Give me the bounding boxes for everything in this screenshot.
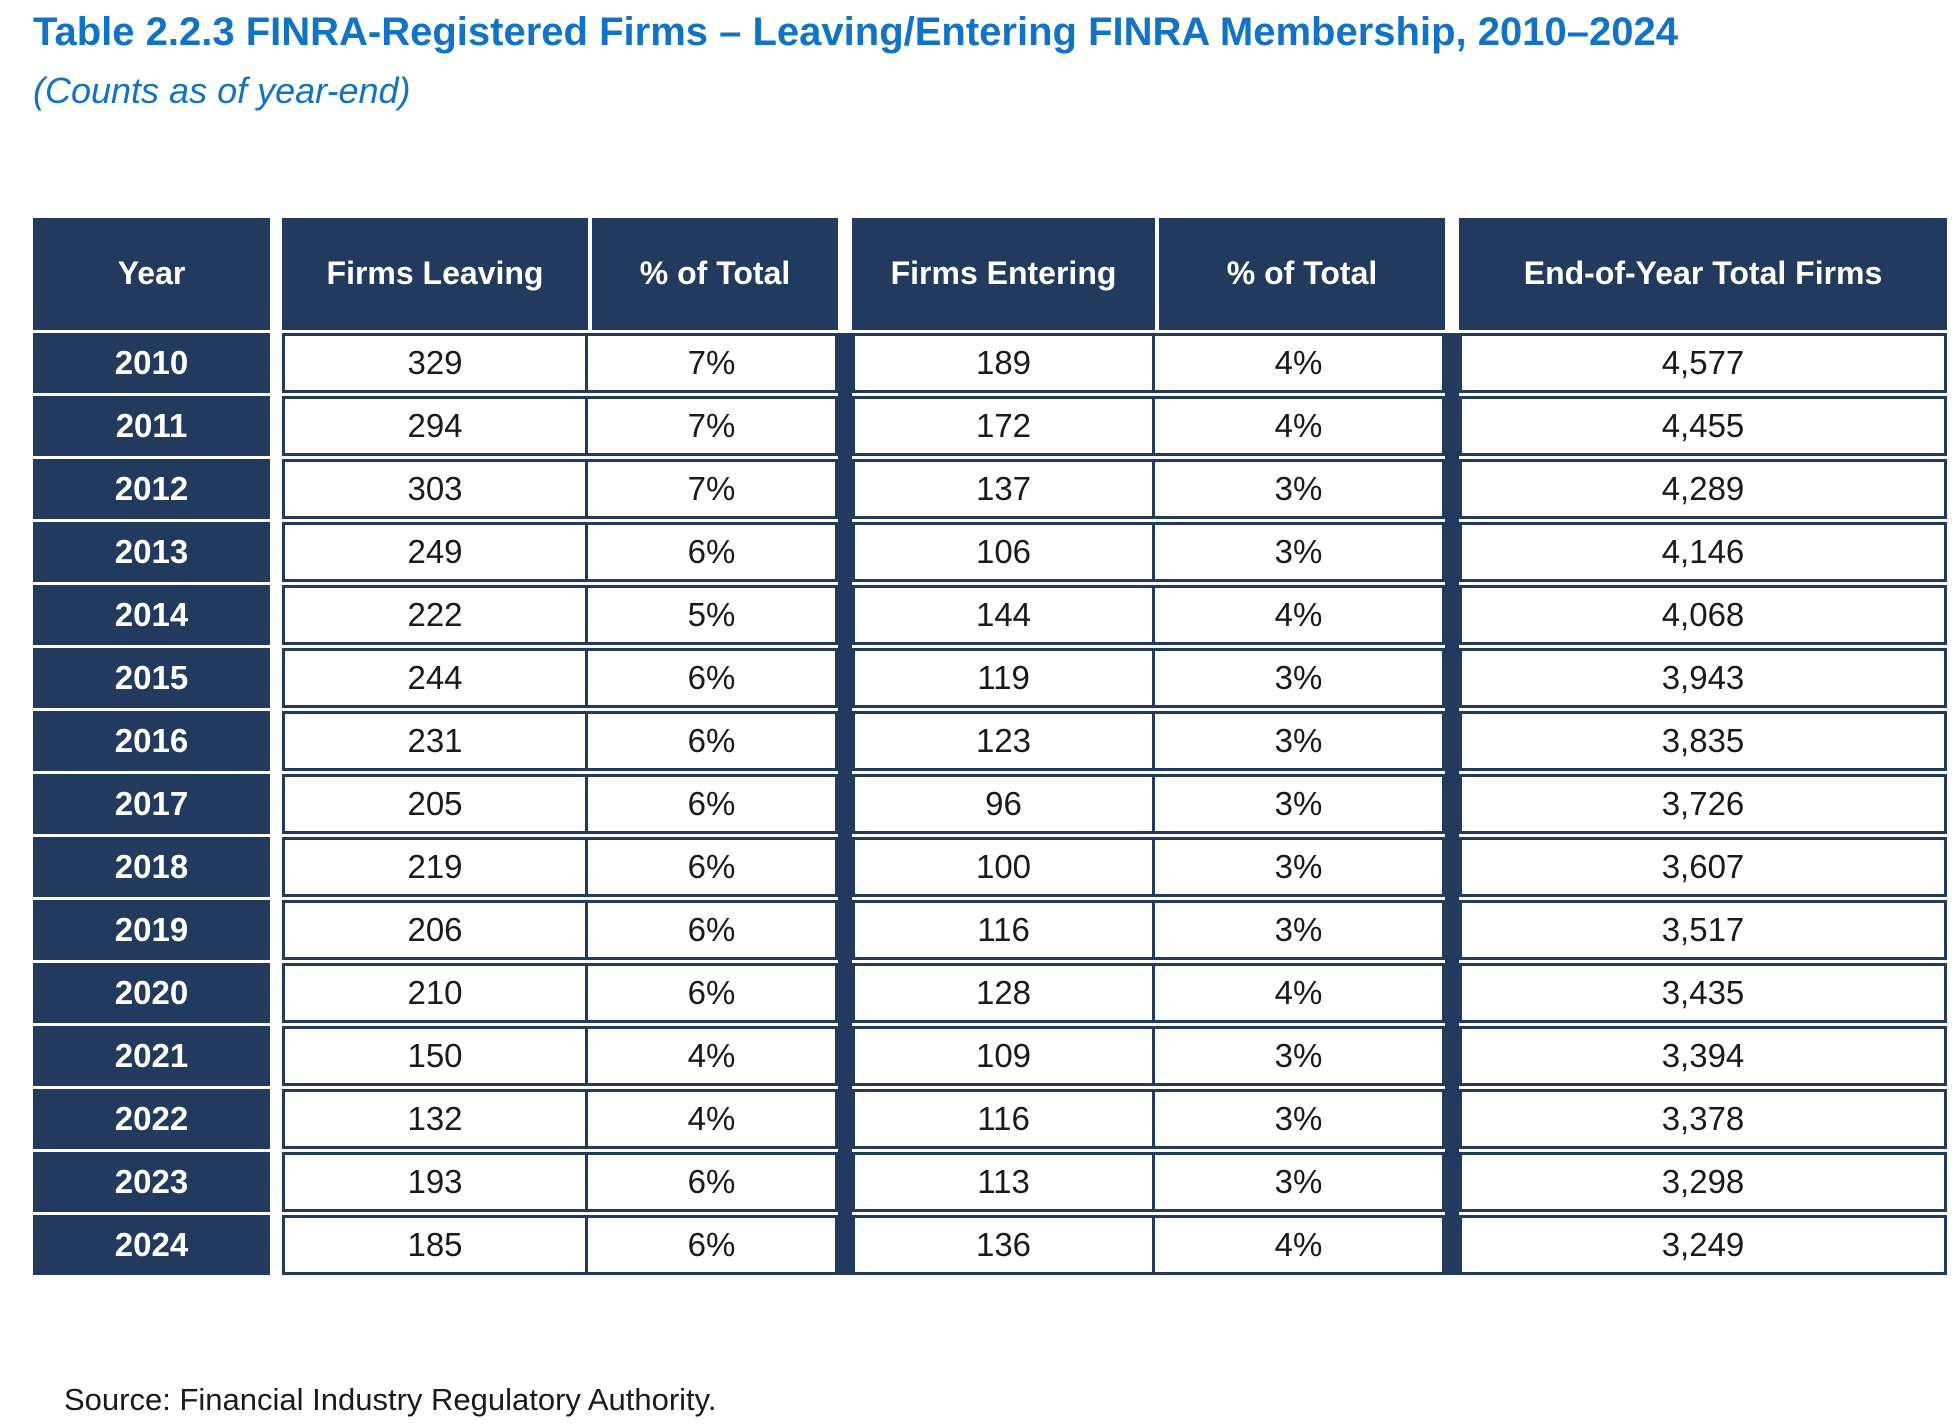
table-title: Table 2.2.3 FINRA-Registered Firms – Leaving/Entering FINRA Membership, 2010–2024 [33, 10, 1678, 54]
data-cell-end-of-year-total: 3,835 [1459, 711, 1947, 771]
data-cell-end-of-year-total: 3,249 [1459, 1215, 1947, 1275]
data-cell-firms-entering: 189 [852, 333, 1155, 393]
data-cell-pct-of-total-entering: 3% [1152, 900, 1445, 960]
data-cell-firms-leaving: 210 [282, 963, 588, 1023]
data-cell-firms-leaving: 329 [282, 333, 588, 393]
data-cell-pct-of-total-entering: 4% [1152, 585, 1445, 645]
finra-table [33, 218, 1947, 1275]
column-header-pct-of-total-leaving: % of Total [588, 218, 838, 330]
column-divider-2 [1445, 333, 1459, 1275]
data-cell-end-of-year-total: 4,146 [1459, 522, 1947, 582]
data-cell-pct-of-total-entering: 3% [1152, 648, 1445, 708]
data-cell-end-of-year-total: 3,517 [1459, 900, 1947, 960]
year-cell: 2024 [33, 1215, 270, 1275]
data-cell-firms-entering: 96 [852, 774, 1155, 834]
data-cell-firms-leaving: 303 [282, 459, 588, 519]
data-cell-pct-of-total-entering: 3% [1152, 459, 1445, 519]
data-cell-firms-leaving: 222 [282, 585, 588, 645]
data-cell-pct-of-total-leaving: 6% [585, 648, 838, 708]
data-cell-firms-entering: 106 [852, 522, 1155, 582]
year-cell: 2019 [33, 900, 270, 960]
year-cell: 2022 [33, 1089, 270, 1149]
data-cell-firms-entering: 116 [852, 1089, 1155, 1149]
column-divider-1 [838, 333, 852, 1275]
data-cell-firms-entering: 113 [852, 1152, 1155, 1212]
data-cell-pct-of-total-entering: 3% [1152, 1152, 1445, 1212]
data-cell-firms-leaving: 231 [282, 711, 588, 771]
column-header-firms-leaving: Firms Leaving [282, 218, 588, 330]
data-cell-end-of-year-total: 3,726 [1459, 774, 1947, 834]
data-cell-pct-of-total-leaving: 4% [585, 1089, 838, 1149]
year-cell: 2012 [33, 459, 270, 519]
data-cell-firms-entering: 136 [852, 1215, 1155, 1275]
data-cell-firms-entering: 172 [852, 396, 1155, 456]
year-cell: 2017 [33, 774, 270, 834]
year-cell: 2021 [33, 1026, 270, 1086]
data-cell-firms-entering: 123 [852, 711, 1155, 771]
data-cell-firms-entering: 128 [852, 963, 1155, 1023]
year-cell: 2013 [33, 522, 270, 582]
year-cell: 2020 [33, 963, 270, 1023]
data-cell-pct-of-total-leaving: 6% [585, 837, 838, 897]
data-cell-firms-leaving: 150 [282, 1026, 588, 1086]
column-header-firms-entering: Firms Entering [852, 218, 1155, 330]
data-cell-firms-entering: 137 [852, 459, 1155, 519]
data-cell-pct-of-total-entering: 4% [1152, 963, 1445, 1023]
data-cell-firms-leaving: 206 [282, 900, 588, 960]
data-cell-pct-of-total-entering: 4% [1152, 396, 1445, 456]
data-cell-end-of-year-total: 4,455 [1459, 396, 1947, 456]
column-header-pct-of-total-entering: % of Total [1155, 218, 1445, 330]
source-note: Source: Financial Industry Regulatory Authority. [64, 1382, 717, 1417]
year-cell: 2018 [33, 837, 270, 897]
data-cell-firms-leaving: 132 [282, 1089, 588, 1149]
data-cell-end-of-year-total: 3,943 [1459, 648, 1947, 708]
data-cell-pct-of-total-leaving: 6% [585, 963, 838, 1023]
table-subtitle: (Counts as of year-end) [33, 70, 411, 111]
data-cell-pct-of-total-entering: 4% [1152, 333, 1445, 393]
data-cell-firms-leaving: 294 [282, 396, 588, 456]
year-cell: 2014 [33, 585, 270, 645]
data-cell-pct-of-total-leaving: 7% [585, 459, 838, 519]
data-cell-end-of-year-total: 4,068 [1459, 585, 1947, 645]
data-cell-pct-of-total-leaving: 6% [585, 900, 838, 960]
column-header-end-of-year-total: End-of-Year Total Firms [1459, 218, 1947, 330]
data-cell-pct-of-total-entering: 3% [1152, 774, 1445, 834]
data-cell-firms-leaving: 219 [282, 837, 588, 897]
data-cell-pct-of-total-entering: 3% [1152, 522, 1445, 582]
data-cell-pct-of-total-leaving: 7% [585, 333, 838, 393]
data-cell-pct-of-total-leaving: 6% [585, 1215, 838, 1275]
data-cell-firms-entering: 116 [852, 900, 1155, 960]
data-cell-pct-of-total-entering: 3% [1152, 1089, 1445, 1149]
column-header-year: Year [33, 218, 270, 330]
data-cell-firms-entering: 109 [852, 1026, 1155, 1086]
data-cell-firms-leaving: 185 [282, 1215, 588, 1275]
year-cell: 2010 [33, 333, 270, 393]
data-cell-end-of-year-total: 3,435 [1459, 963, 1947, 1023]
data-cell-pct-of-total-leaving: 6% [585, 1152, 838, 1212]
data-cell-firms-entering: 144 [852, 585, 1155, 645]
data-cell-end-of-year-total: 4,577 [1459, 333, 1947, 393]
data-cell-firms-leaving: 205 [282, 774, 588, 834]
data-cell-pct-of-total-leaving: 6% [585, 711, 838, 771]
data-cell-pct-of-total-leaving: 7% [585, 396, 838, 456]
year-cell: 2023 [33, 1152, 270, 1212]
data-cell-pct-of-total-entering: 3% [1152, 711, 1445, 771]
year-cell: 2011 [33, 396, 270, 456]
data-cell-pct-of-total-leaving: 5% [585, 585, 838, 645]
data-cell-end-of-year-total: 3,298 [1459, 1152, 1947, 1212]
year-cell: 2016 [33, 711, 270, 771]
data-cell-pct-of-total-leaving: 4% [585, 1026, 838, 1086]
data-cell-firms-entering: 100 [852, 837, 1155, 897]
data-cell-pct-of-total-leaving: 6% [585, 774, 838, 834]
data-cell-end-of-year-total: 3,394 [1459, 1026, 1947, 1086]
data-cell-firms-leaving: 244 [282, 648, 588, 708]
data-cell-firms-leaving: 193 [282, 1152, 588, 1212]
data-cell-end-of-year-total: 3,607 [1459, 837, 1947, 897]
data-cell-pct-of-total-entering: 3% [1152, 837, 1445, 897]
data-cell-pct-of-total-entering: 3% [1152, 1026, 1445, 1086]
data-cell-pct-of-total-entering: 4% [1152, 1215, 1445, 1275]
data-cell-pct-of-total-leaving: 6% [585, 522, 838, 582]
year-cell: 2015 [33, 648, 270, 708]
data-cell-firms-leaving: 249 [282, 522, 588, 582]
data-cell-end-of-year-total: 3,378 [1459, 1089, 1947, 1149]
data-cell-end-of-year-total: 4,289 [1459, 459, 1947, 519]
data-cell-firms-entering: 119 [852, 648, 1155, 708]
